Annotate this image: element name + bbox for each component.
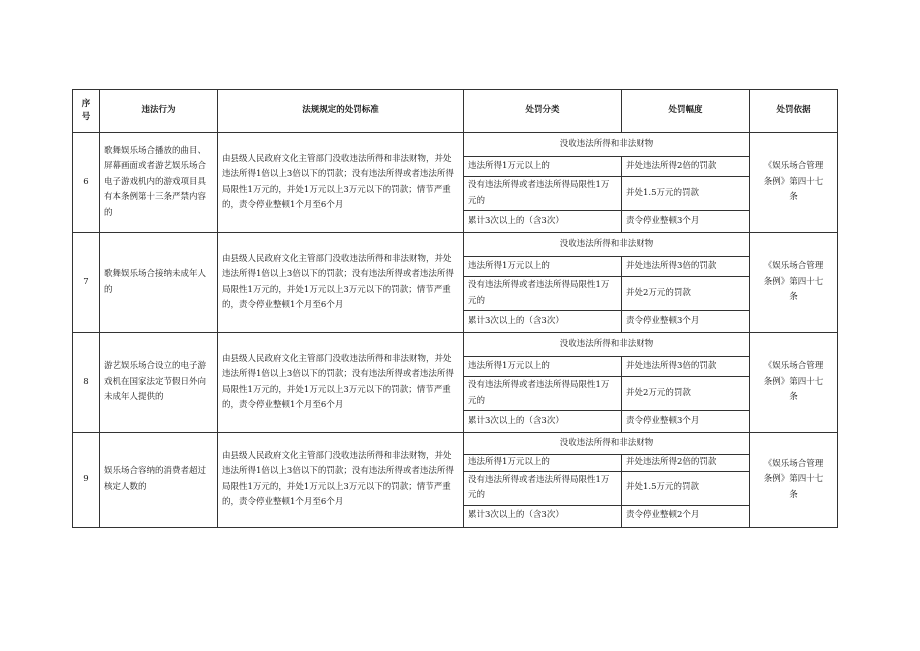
row-no: 7 [73,233,100,333]
row-standard: 由县级人民政府文化主管部门没收违法所得和非法财物，并处违法所得1倍以上3倍以下的罚款；没有违法所得或者违法所得局限性1万元的，并处1万元以上3万元以下的罚款；情节严重的，责令停业整顿1个月至6个月 [218,233,464,333]
sub-range: 责令停业整顿3个月 [622,311,750,333]
table-row [73,333,838,357]
row-basis: 《娱乐场合管理条例》第四十七条 [750,133,838,233]
row-no: 6 [73,133,100,233]
sub-range: 并处违法所得2倍的罚款 [622,157,750,177]
sub-category: 违法所得1万元以上的 [464,157,622,177]
sub-category: 累计3次以上的（含3次） [464,505,622,527]
table-row [73,133,838,157]
row-act: 歌舞娱乐场合接纳未成年人的 [100,233,218,333]
sub-range: 并处2万元的罚款 [622,377,750,411]
sub-category: 累计3次以上的（含3次） [464,411,622,433]
table-row-group [73,333,838,433]
row-confiscate: 没收违法所得和非法财物 [464,333,750,357]
penalty-table-page [72,89,837,528]
sub-category: 违法所得1万元以上的 [464,455,622,472]
row-standard: 由县级人民政府文化主管部门没收违法所得和非法财物，并处违法所得1倍以上3倍以下的罚款；没有违法所得或者违法所得局限性1万元的，并处1万元以上3万元以下的罚款；情节严重的，责令停业整顿1个月至6个月 [218,133,464,233]
header-basis: 处罚依据 [750,90,838,133]
table-row-group [73,133,838,233]
sub-category: 违法所得1万元以上的 [464,257,622,277]
row-act: 歌舞娱乐场合播放的曲目、屏幕画面或者游艺娱乐场合电子游戏机内的游戏项目具有本条例第十三条严禁内容的 [100,133,218,233]
sub-range: 并处违法所得2倍的罚款 [622,455,750,472]
row-basis: 《娱乐场合管理条例》第四十七条 [750,233,838,333]
sub-range: 责令停业整顿2个月 [622,505,750,527]
row-basis: 《娱乐场合管理条例》第四十七条 [750,433,838,528]
row-no: 9 [73,433,100,528]
sub-range: 并处1.5万元的罚款 [622,177,750,211]
row-standard: 由县级人民政府文化主管部门没收违法所得和非法财物，并处违法所得1倍以上3倍以下的罚款；没有违法所得或者违法所得局限性1万元的，并处1万元以上3万元以下的罚款；情节严重的，责令停业整顿1个月至6个月 [218,433,464,528]
header-range: 处罚幅度 [622,90,750,133]
header-no: 序号 [73,90,100,133]
table-row-group [73,233,838,333]
header-act: 违法行为 [100,90,218,133]
sub-range: 并处2万元的罚款 [622,277,750,311]
sub-range: 并处违法所得3倍的罚款 [622,257,750,277]
sub-range: 责令停业整顿3个月 [622,211,750,233]
row-confiscate: 没收违法所得和非法财物 [464,433,750,455]
table-row [73,233,838,257]
sub-category: 累计3次以上的（含3次） [464,311,622,333]
sub-category: 累计3次以上的（含3次） [464,211,622,233]
row-basis: 《娱乐场合管理条例》第四十七条 [750,333,838,433]
sub-category: 违法所得1万元以上的 [464,357,622,377]
sub-category: 没有违法所得或者违法所得局限性1万元的 [464,177,622,211]
row-act: 娱乐场合容纳的消费者超过核定人数的 [100,433,218,528]
sub-category: 没有违法所得或者违法所得局限性1万元的 [464,377,622,411]
row-confiscate: 没收违法所得和非法财物 [464,133,750,157]
table-header-row [73,90,838,133]
sub-range: 责令停业整顿3个月 [622,411,750,433]
sub-range: 并处1.5万元的罚款 [622,471,750,505]
header-category: 处罚分类 [464,90,622,133]
row-no: 8 [73,333,100,433]
row-confiscate: 没收违法所得和非法财物 [464,233,750,257]
row-standard: 由县级人民政府文化主管部门没收违法所得和非法财物，并处违法所得1倍以上3倍以下的罚款；没有违法所得或者违法所得局限性1万元的，并处1万元以上3万元以下的罚款；情节严重的，责令停业整顿1个月至6个月 [218,333,464,433]
penalty-table [72,89,838,528]
table-row-group [73,433,838,528]
sub-category: 没有违法所得或者违法所得局限性1万元的 [464,471,622,505]
row-act: 游艺娱乐场合设立的电子游戏机在国家法定节假日外向未成年人提供的 [100,333,218,433]
table-row [73,433,838,455]
header-standard: 法规规定的处罚标准 [218,90,464,133]
sub-range: 并处违法所得3倍的罚款 [622,357,750,377]
sub-category: 没有违法所得或者违法所得局限性1万元的 [464,277,622,311]
